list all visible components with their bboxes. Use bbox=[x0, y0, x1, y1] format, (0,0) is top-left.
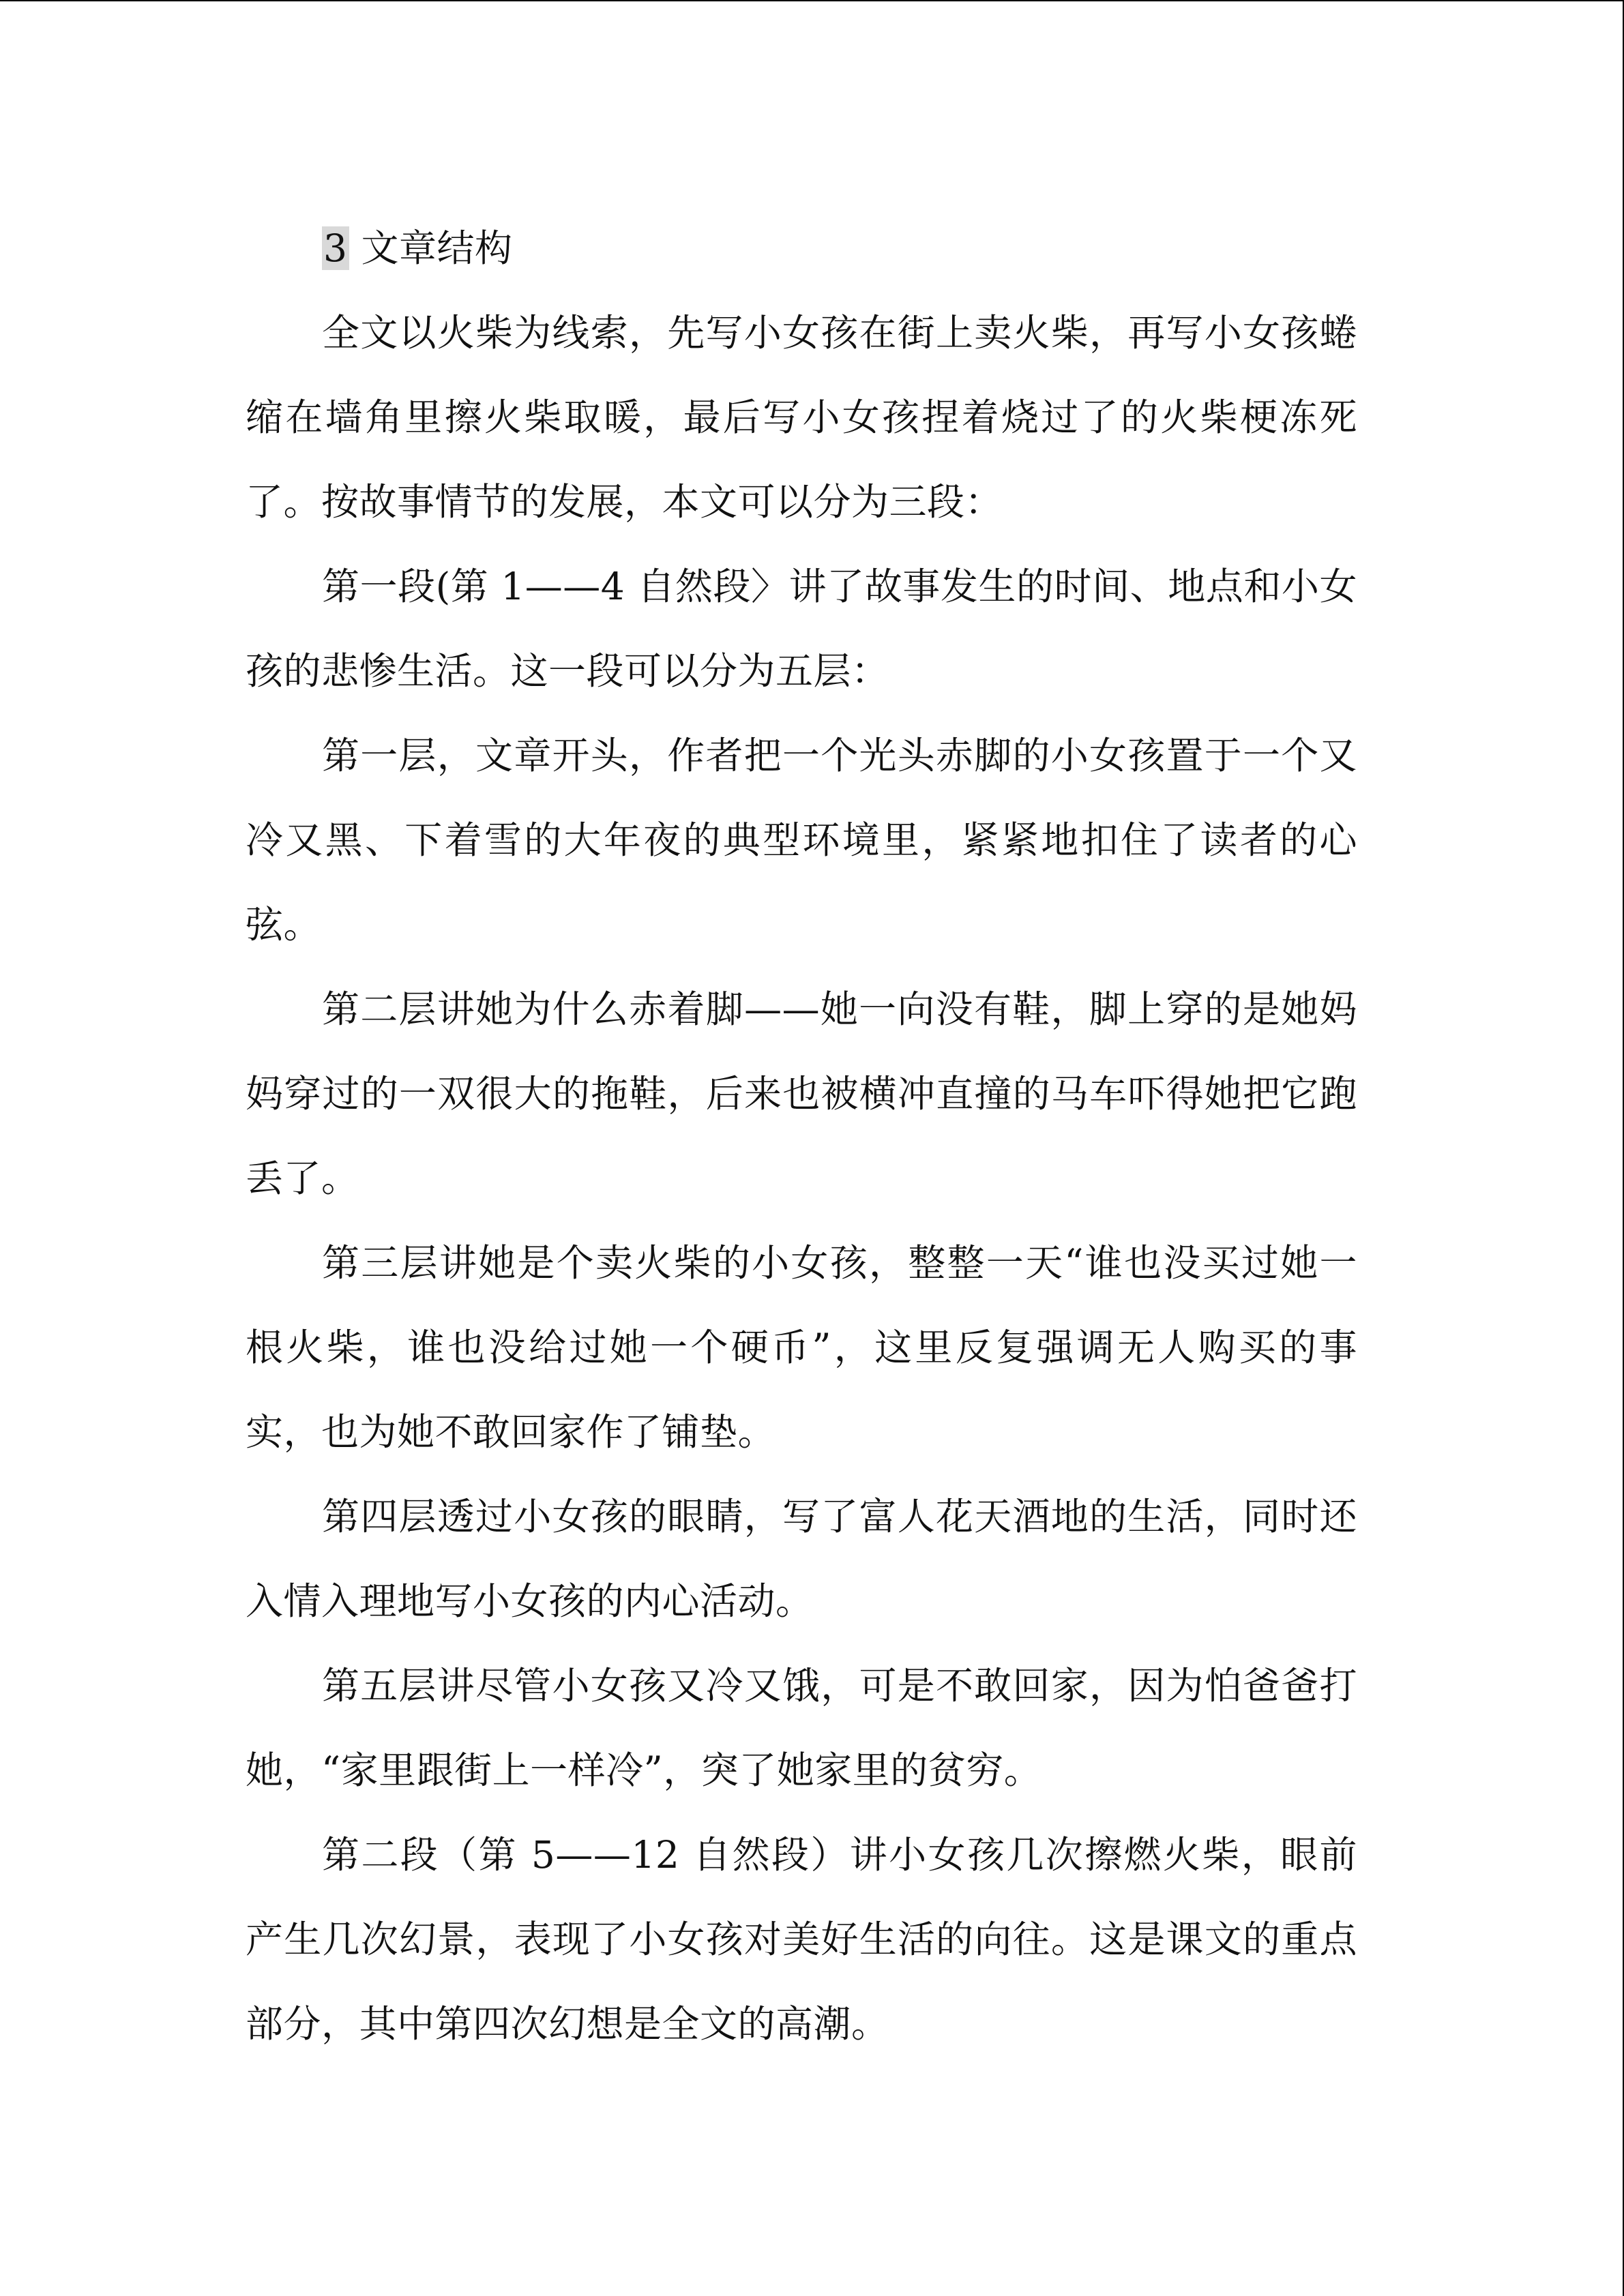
paragraph-layer-five: 第五层讲尽管小女孩又冷又饿，可是不敢回家，因为怕爸爸打她，“家里跟街上一样冷”，突了她家里的贫穷。 bbox=[246, 1664, 1357, 1792]
paragraph-layer-two: 第二层讲她为什么赤着脚——她一向没有鞋，脚上穿的是她妈妈穿过的一双很大的拖鞋，后来也被横冲直撞的马车吓得她把它跑丢了。 bbox=[246, 987, 1357, 1200]
paragraph-part-two: 第二段（第 5——12 自然段）讲小女孩几次擦燃火柴，眼前产生几次幻景，表现了小女孩对美好生活的向往。这是课文的重点部分，其中第四次幻想是全文的高潮。 bbox=[246, 1833, 1357, 2046]
paragraph-part-one: 第一段(第 1——4 自然段〉讲了故事发生的时间、地点和小女孩的悲惨生活。这一段可以分为五层： bbox=[246, 565, 1357, 693]
document-body bbox=[246, 206, 1357, 2066]
paragraph-layer-three: 第三层讲她是个卖火柴的小女孩，整整一天“谁也没买过她一根火柴，谁也没给过她一个硬币”，这里反复强调无人购买的事实，也为她不敢回家作了铺垫。 bbox=[246, 1241, 1357, 1454]
paragraph-layer-one: 第一层，文章开头，作者把一个光头赤脚的小女孩置于一个又冷又黑、下着雪的大年夜的典型环境里，紧紧地扣住了读者的心弦。 bbox=[246, 734, 1357, 946]
section-title: 文章结构 bbox=[349, 226, 513, 270]
section-heading bbox=[246, 206, 1357, 290]
paragraph-layer-four: 第四层透过小女孩的眼睛，写了富人花天酒地的生活，同时还入情入理地写小女孩的内心活动。 bbox=[246, 1495, 1357, 1623]
paragraph-intro: 全文以火柴为线索，先写小女孩在街上卖火柴，再写小女孩蜷缩在墙角里擦火柴取暖，最后写小女孩捏着烧过了的火柴梗冻死了。按故事情节的发展，本文可以分为三段： bbox=[246, 311, 1357, 524]
section-number: 3 bbox=[323, 226, 348, 270]
